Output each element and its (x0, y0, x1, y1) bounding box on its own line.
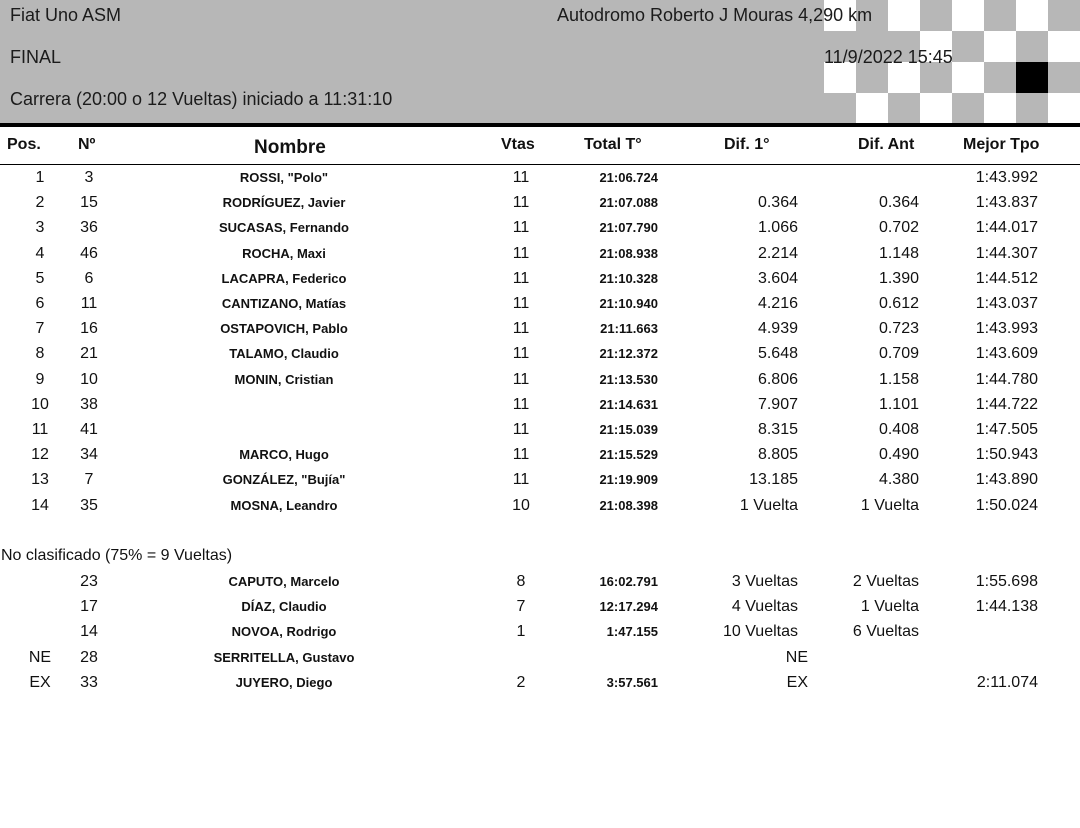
table-row (0, 572, 1080, 597)
cell-diff-prev: 1.148 (878, 244, 919, 262)
cell-driver-name: ROCHA, Maxi (242, 245, 326, 261)
cell-laps: 11 (512, 320, 530, 338)
cell-laps: 11 (512, 446, 530, 464)
cell-driver-name: GONZÁLEZ, "Bujía" (222, 472, 346, 488)
cell-driver-name: LACAPRA, Federico (221, 270, 347, 286)
table-row (0, 168, 1080, 193)
cell-best-time: 1:43.037 (975, 295, 1038, 312)
cell-laps: 7 (516, 598, 526, 616)
header-divider (0, 123, 1080, 127)
cell-position: 14 (31, 496, 49, 514)
col-header-diff-prev: Dif. Ant (858, 136, 915, 153)
flag-square (1048, 31, 1080, 62)
cell-laps: 11 (512, 269, 530, 287)
cell-total-time: 21:06.724 (599, 170, 658, 185)
cell-position: 1 (35, 169, 45, 186)
cell-best-time: 1:43.993 (975, 320, 1038, 338)
cell-position: 7 (35, 320, 45, 338)
cell-driver-name: CANTIZANO, Matías (221, 296, 347, 311)
cell-position: EX (29, 673, 51, 691)
cell-laps: 1 (516, 623, 526, 641)
flag-square (952, 62, 984, 93)
cell-laps: 8 (516, 573, 526, 590)
cell-best-time: 1:43.992 (975, 169, 1038, 186)
cell-diff-first: 4 Vueltas (731, 598, 798, 616)
cell-best-time: 1:44.017 (975, 219, 1038, 237)
cell-driver-name: OSTAPOVICH, Pablo (220, 321, 348, 337)
cell-driver-name: SUCASAS, Fernando (218, 220, 349, 236)
cell-diff-first: 8.315 (757, 421, 798, 438)
cell-driver-name: CAPUTO, Marcelo (228, 574, 340, 589)
cell-total-time: 21:08.398 (599, 497, 658, 513)
cell-best-time: 1:44.138 (975, 598, 1038, 616)
cell-driver-name: JUYERO, Diego (235, 674, 333, 690)
cell-car-number: 28 (80, 648, 98, 666)
cell-best-time: 1:47.505 (975, 421, 1038, 438)
col-header-name: Nombre (254, 137, 326, 158)
cell-car-number: 38 (80, 395, 98, 413)
col-header-diff-first: Dif. 1° (724, 136, 770, 153)
cell-car-number: 7 (84, 471, 94, 489)
column-header-divider (0, 164, 1080, 165)
table-row (0, 395, 1080, 420)
cell-diff-first: 6.806 (757, 370, 798, 388)
cell-diff-first: 13.185 (749, 471, 798, 489)
cell-best-time: 1:44.780 (975, 370, 1038, 388)
cell-driver-name: MARCO, Hugo (239, 447, 329, 463)
cell-best-time: 1:44.722 (975, 395, 1038, 413)
cell-diff-prev: 1 Vuelta (860, 496, 919, 514)
cell-car-number: 11 (80, 295, 98, 312)
cell-car-number: 41 (80, 421, 98, 438)
cell-diff-prev: 0.364 (878, 194, 919, 212)
flag-square (920, 93, 952, 123)
table-row (0, 420, 1080, 445)
track-name: Autodromo Roberto J Mouras 4,290 km (557, 5, 873, 25)
cell-total-time: 21:15.039 (599, 422, 658, 437)
cell-diff-first: 3.604 (757, 269, 798, 287)
cell-position: 10 (31, 395, 49, 413)
cell-driver-name: RODRÍGUEZ, Javier (222, 195, 346, 211)
cell-diff-prev: 0.723 (878, 320, 919, 338)
race-info: Carrera (20:00 o 12 Vueltas) iniciado a 11:31:10 (10, 89, 393, 109)
cell-position: 11 (31, 421, 49, 438)
cell-best-time: 1:50.943 (975, 446, 1038, 464)
championship-title: Fiat Uno ASM (10, 5, 122, 25)
cell-total-time: 21:11.663 (600, 321, 658, 337)
table-row (0, 344, 1080, 369)
cell-total-time: 21:13.530 (599, 371, 658, 387)
cell-car-number: 10 (80, 370, 98, 388)
cell-driver-name: NOVOA, Rodrigo (231, 624, 337, 640)
cell-best-time: 1:44.512 (975, 269, 1038, 287)
cell-driver-name: MOSNA, Leandro (230, 497, 338, 513)
cell-car-number: 21 (80, 345, 98, 363)
cell-total-time: 3:57.561 (606, 674, 658, 690)
table-row (0, 673, 1080, 698)
cell-diff-prev: 0.490 (878, 446, 919, 464)
cell-diff-first: 5.648 (757, 345, 798, 363)
cell-car-number: 15 (80, 194, 98, 212)
session-name: FINAL (10, 47, 62, 67)
col-header-pos: Pos. (7, 136, 41, 153)
cell-position: 6 (35, 295, 45, 312)
cell-total-time: 21:15.529 (599, 447, 658, 463)
col-header-number: Nº (78, 136, 96, 153)
cell-diff-first: 2.214 (757, 244, 798, 262)
cell-diff-first: NE (785, 648, 808, 666)
cell-driver-name: ROSSI, "Polo" (239, 170, 329, 185)
cell-laps: 11 (512, 421, 530, 438)
table-row (0, 218, 1080, 243)
cell-best-time: 1:44.307 (975, 244, 1038, 262)
table-row (0, 193, 1080, 218)
cell-total-time: 16:02.791 (599, 574, 658, 589)
flag-square (1048, 93, 1080, 123)
cell-position: NE (28, 648, 52, 666)
cell-diff-prev: 0.612 (878, 295, 919, 312)
cell-total-time: 21:14.631 (599, 396, 658, 412)
cell-diff-prev: 1.101 (878, 395, 919, 413)
cell-position: 4 (35, 244, 45, 262)
cell-diff-first: 8.805 (757, 446, 798, 464)
cell-car-number: 33 (80, 673, 98, 691)
cell-diff-first: 7.907 (757, 395, 798, 413)
cell-total-time: 21:10.940 (599, 296, 658, 311)
not-classified-label: No clasificado (75% = 9 Vueltas) (1, 547, 233, 564)
flag-square (1016, 0, 1048, 31)
cell-car-number: 34 (80, 446, 98, 464)
report-header (0, 0, 1080, 123)
cell-diff-prev: 1.390 (878, 269, 919, 287)
cell-diff-first: EX (786, 673, 808, 691)
cell-driver-name: DÍAZ, Claudio (241, 599, 327, 615)
table-row (0, 470, 1080, 495)
cell-laps: 11 (512, 194, 530, 212)
cell-diff-first: 1 Vuelta (739, 496, 798, 514)
cell-best-time: 2:11.074 (976, 673, 1038, 691)
table-row (0, 294, 1080, 319)
table-row (0, 370, 1080, 395)
cell-car-number: 17 (80, 598, 98, 616)
cell-car-number: 36 (80, 219, 98, 237)
cell-laps: 11 (512, 169, 530, 186)
cell-driver-name: TALAMO, Claudio (229, 346, 339, 362)
table-row (0, 244, 1080, 269)
col-header-total-time: Total T° (584, 136, 642, 153)
table-row (0, 269, 1080, 294)
flag-square (1016, 62, 1048, 93)
table-row (0, 496, 1080, 521)
cell-diff-prev: 0.702 (878, 219, 919, 237)
table-row (0, 648, 1080, 673)
cell-total-time: 21:12.372 (599, 346, 658, 362)
cell-laps: 2 (516, 673, 526, 691)
cell-diff-prev: 1.158 (878, 370, 919, 388)
cell-diff-first: 4.939 (757, 320, 798, 338)
col-header-laps: Vtas (501, 136, 535, 153)
cell-diff-prev: 0.709 (878, 345, 919, 363)
cell-position: 8 (35, 345, 45, 363)
cell-car-number: 14 (80, 623, 98, 641)
cell-diff-first: 3 Vueltas (731, 573, 798, 590)
cell-position: 13 (31, 471, 49, 489)
cell-diff-first: 1.066 (757, 219, 798, 237)
cell-laps: 10 (512, 496, 530, 514)
table-row (0, 597, 1080, 622)
cell-laps: 11 (512, 295, 530, 312)
cell-laps: 11 (512, 219, 530, 237)
col-header-best-time: Mejor Tpo (963, 136, 1040, 153)
cell-laps: 11 (512, 370, 530, 388)
cell-diff-prev: 1 Vuelta (860, 598, 919, 616)
cell-best-time: 1:55.698 (975, 573, 1038, 590)
cell-total-time: 1:47.155 (606, 624, 658, 640)
cell-car-number: 3 (84, 169, 94, 186)
cell-car-number: 35 (80, 496, 98, 514)
cell-total-time: 21:19.909 (599, 472, 658, 488)
cell-total-time: 21:07.088 (599, 195, 658, 211)
cell-best-time: 1:50.024 (975, 496, 1038, 514)
cell-car-number: 6 (84, 269, 94, 287)
cell-diff-prev: 6 Vueltas (852, 623, 919, 641)
cell-best-time: 1:43.837 (975, 194, 1038, 212)
session-datetime: 11/9/2022 15:45 (824, 47, 953, 67)
cell-total-time: 12:17.294 (599, 599, 658, 615)
cell-driver-name: MONIN, Cristian (234, 371, 334, 387)
cell-position: 9 (35, 370, 45, 388)
flag-square (888, 0, 920, 31)
cell-position: 12 (31, 446, 49, 464)
cell-total-time: 21:08.938 (599, 245, 658, 261)
cell-position: 3 (35, 219, 45, 237)
cell-car-number: 23 (80, 573, 98, 590)
cell-laps: 11 (512, 345, 530, 363)
cell-diff-first: 0.364 (757, 194, 798, 212)
cell-driver-name: SERRITELLA, Gustavo (213, 649, 355, 665)
flag-square (984, 31, 1016, 62)
cell-diff-first: 4.216 (757, 295, 798, 312)
table-row (0, 445, 1080, 470)
cell-diff-prev: 0.408 (878, 421, 919, 438)
cell-laps: 11 (512, 244, 530, 262)
cell-diff-first: 10 Vueltas (722, 623, 798, 641)
table-row (0, 319, 1080, 344)
cell-diff-prev: 2 Vueltas (852, 573, 919, 590)
cell-best-time: 1:43.890 (975, 471, 1038, 489)
cell-laps: 11 (512, 395, 530, 413)
cell-position: 5 (35, 269, 45, 287)
cell-best-time: 1:43.609 (975, 345, 1038, 363)
cell-total-time: 21:10.328 (599, 270, 658, 286)
cell-total-time: 21:07.790 (599, 220, 658, 236)
cell-position: 2 (35, 194, 45, 212)
cell-laps: 11 (512, 471, 530, 489)
cell-car-number: 46 (80, 244, 98, 262)
cell-diff-prev: 4.380 (878, 471, 919, 489)
flag-square (952, 0, 984, 31)
cell-car-number: 16 (80, 320, 98, 338)
table-row (0, 622, 1080, 647)
flag-square (856, 93, 888, 123)
flag-square (984, 93, 1016, 123)
